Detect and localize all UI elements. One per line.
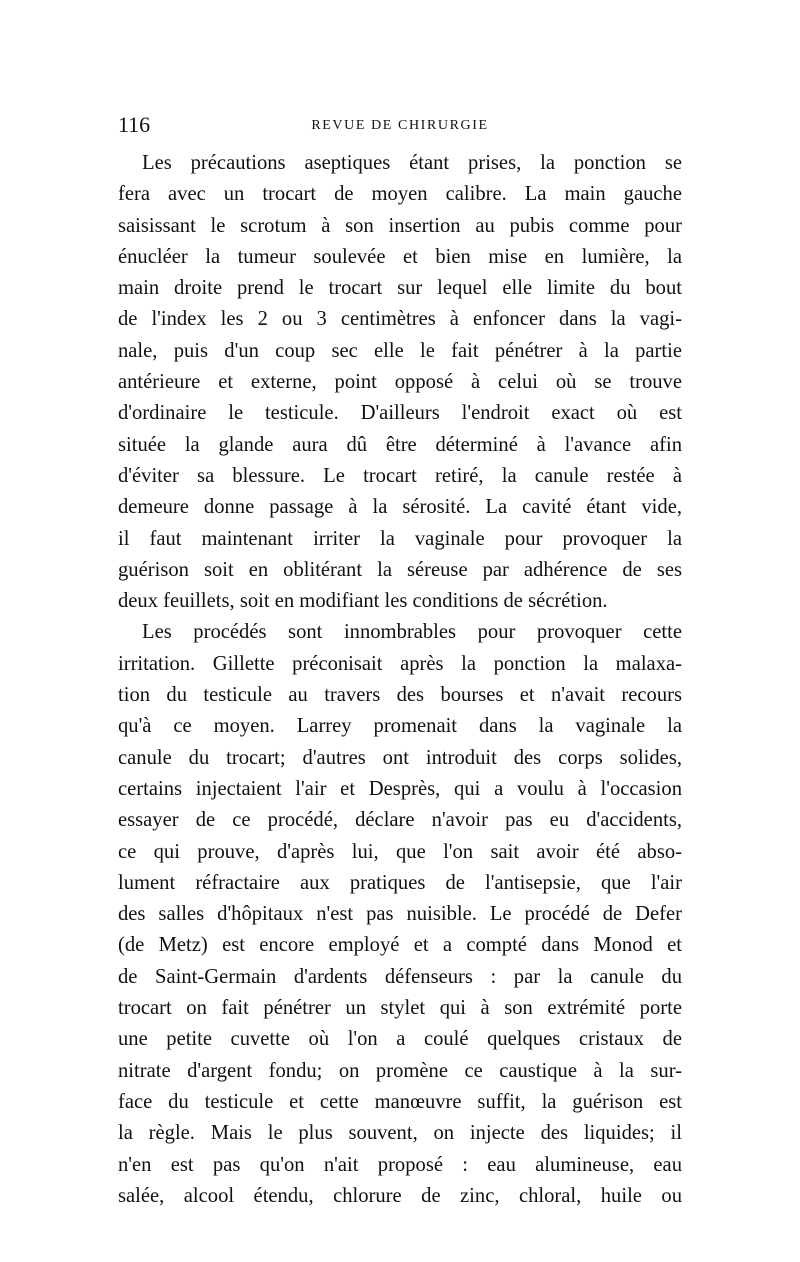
text-line: des salles d'hôpitaux n'est pas nuisible. Le procédé de Defer xyxy=(118,903,682,926)
text-line: saisissant le scrotum à son insertion au pubis comme pour xyxy=(118,214,682,237)
text-line: nale, puis d'un coup sec elle le fait pénétrer à la partie xyxy=(118,339,682,362)
text-line: n'en est pas qu'on n'ait proposé : eau alumineuse, eau xyxy=(118,1153,682,1176)
body-text xyxy=(118,148,682,1212)
running-head xyxy=(118,108,682,148)
text-line: demeure donne passage à la sérosité. La cavité étant vide, xyxy=(118,496,682,519)
text-line: deux feuillets, soit en modifiant les conditions de sécrétion. xyxy=(118,590,608,613)
text-line: essayer de ce procédé, déclare n'avoir pas eu d'accidents, xyxy=(118,809,682,832)
text-line: de Saint-Germain d'ardents défenseurs : par la canule du xyxy=(118,965,682,988)
text-line: nitrate d'argent fondu; on promène ce caustique à la sur- xyxy=(118,1059,682,1082)
text-line: irritation. Gillette préconisait après la ponction la malaxa- xyxy=(118,652,682,675)
text-line: d'éviter sa blessure. Le trocart retiré, la canule restée à xyxy=(118,464,682,487)
text-line: main droite prend le trocart sur lequel elle limite du bout xyxy=(118,277,682,300)
text-line: une petite cuvette où l'on a coulé quelques cristaux de xyxy=(118,1028,682,1051)
text-line: antérieure et externe, point opposé à celui où se trouve xyxy=(118,371,682,394)
text-line: canule du trocart; d'autres ont introduit des corps solides, xyxy=(118,746,682,769)
text-line: certains injectaient l'air et Desprès, qui a voulu à l'occasion xyxy=(118,777,682,800)
text-line: guérison soit en oblitérant la séreuse par adhérence de ses xyxy=(118,558,682,581)
text-line: fera avec un trocart de moyen calibre. La main gauche xyxy=(118,183,682,206)
text-line: Les précautions aseptiques étant prises, la ponction se xyxy=(142,152,682,174)
text-line: d'ordinaire le testicule. D'ailleurs l'endroit exact où est xyxy=(118,402,682,425)
text-line: la règle. Mais le plus souvent, on injecte des liquides; il xyxy=(118,1122,682,1145)
text-line: trocart on fait pénétrer un stylet qui à son extrémité porte xyxy=(118,997,682,1020)
text-line: (de Metz) est encore employé et a compté dans Monod et xyxy=(118,934,682,957)
text-line: lument réfractaire aux pratiques de l'antisepsie, que l'air xyxy=(118,871,682,894)
text-line: qu'à ce moyen. Larrey promenait dans la vaginale la xyxy=(118,715,682,738)
text-line: énucléer la tumeur soulevée et bien mise en lumière, la xyxy=(118,245,682,268)
page-number: 116 xyxy=(118,112,151,137)
text-line: de l'index les 2 ou 3 centimètres à enfoncer dans la vagi- xyxy=(118,308,682,331)
text-line: située la glande aura dû être déterminé à l'avance afin xyxy=(118,433,682,456)
text-line: Les procédés sont innombrables pour provoquer cette xyxy=(142,621,682,644)
text-line: ce qui prouve, d'après lui, que l'on sait avoir été abso- xyxy=(118,840,682,863)
text-line: salée, alcool étendu, chlorure de zinc, chloral, huile ou xyxy=(118,1184,682,1207)
text-line: face du testicule et cette manœuvre suffit, la guérison est xyxy=(118,1090,682,1113)
journal-title: REVUE DE CHIRURGIE xyxy=(311,118,489,133)
book-page xyxy=(118,108,682,1212)
text-line: il faut maintenant irriter la vaginale pour provoquer la xyxy=(118,527,682,550)
text-line: tion du testicule au travers des bourses et n'avait recours xyxy=(118,684,682,707)
